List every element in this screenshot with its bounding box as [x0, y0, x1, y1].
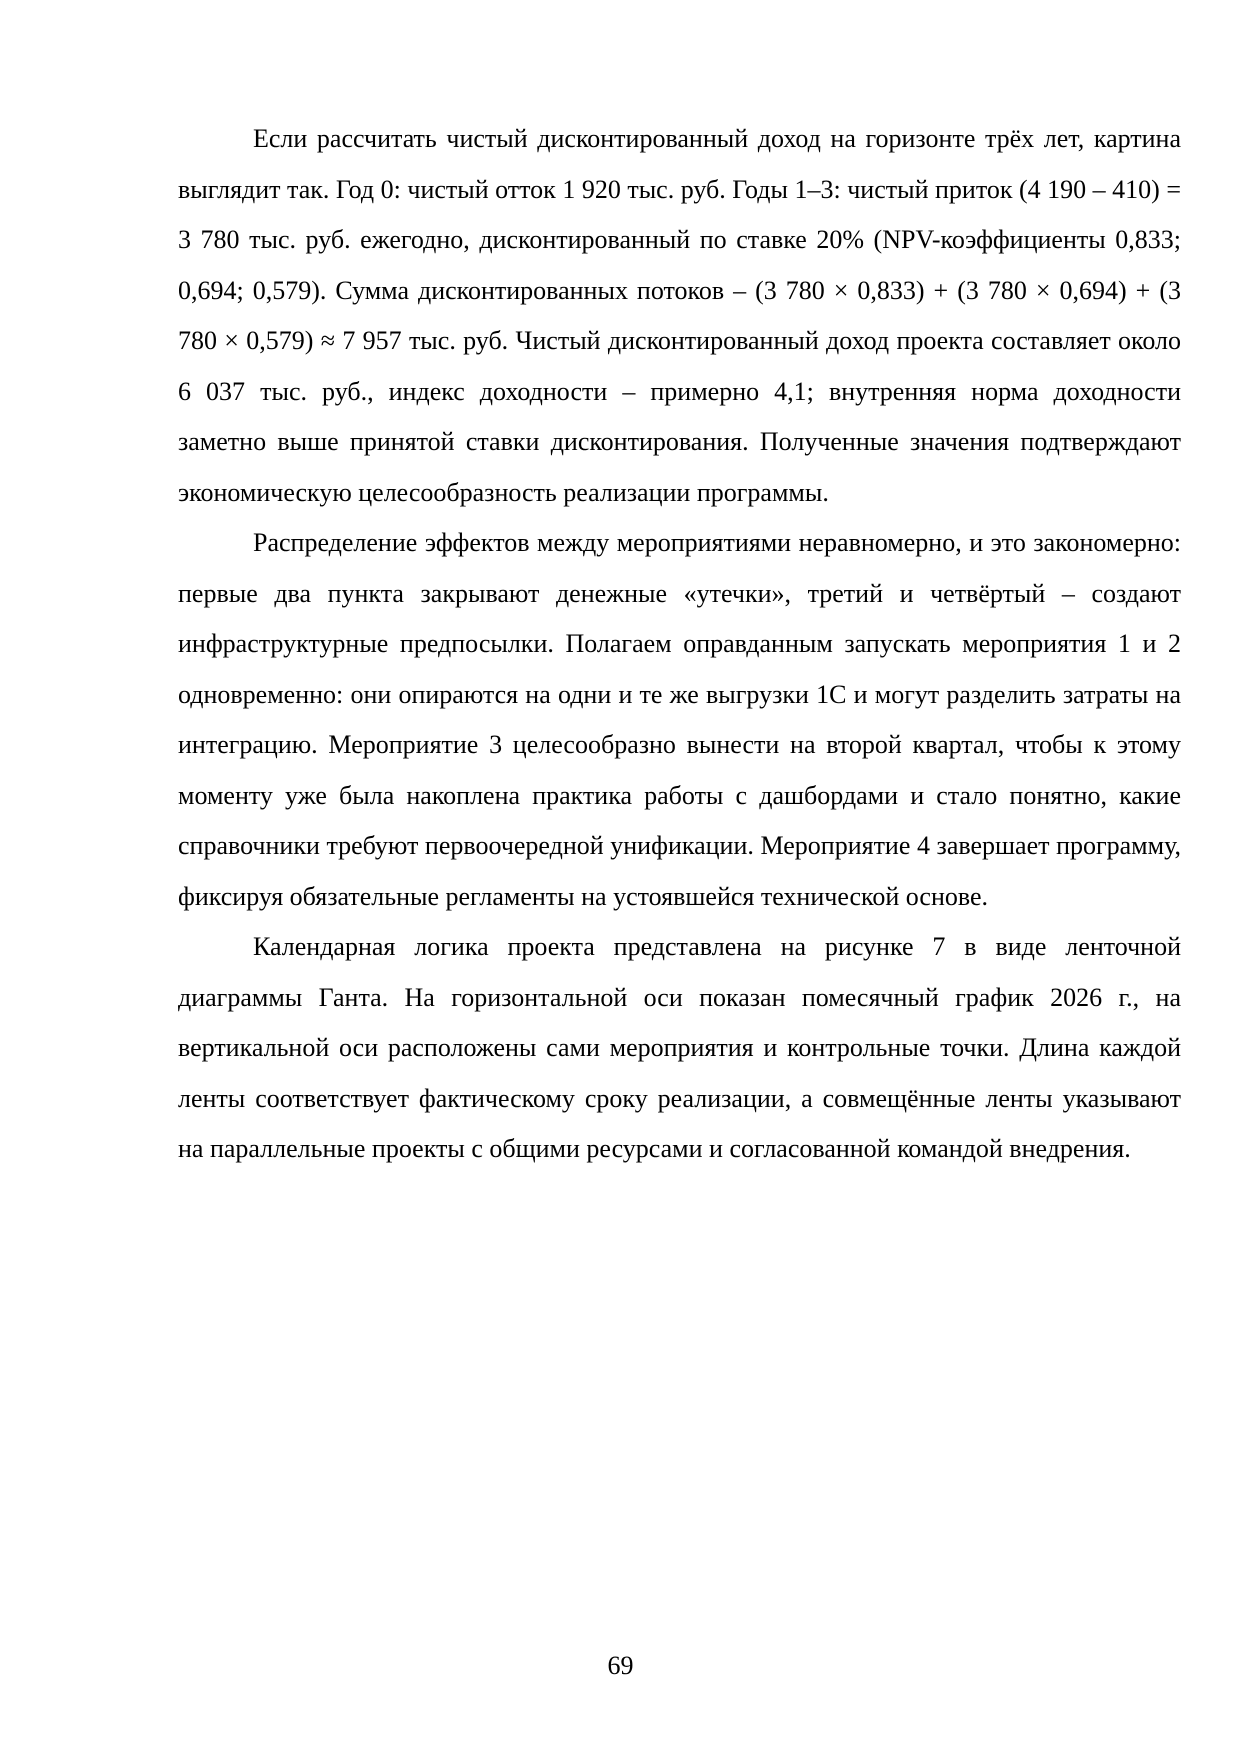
text-body	[178, 114, 1181, 1175]
paragraph-gantt-logic: Календарная логика проекта представлена на рисунке 7 в виде ленточной диаграммы Ганта. На горизонтальной оси показан помесячный график 2026 г., на вертикальной оси расположены сами мероприятия и контрольные точки. Длина каждой ленты соответствует фактическому сроку реализации, а совмещённые ленты указывают на параллельные проекты с общими ресурсами и согласованной командой внедрения.	[178, 932, 1181, 1163]
paragraph-npv-calculation: Если рассчитать чистый дисконтированный доход на горизонте трёх лет, картина выглядит так. Год 0: чистый отток 1 920 тыс. руб. Годы 1–3: чистый приток (4 190 – 410) = 3 780 тыс. руб. ежегодно, дисконтированный по ставке 20% (NPV-коэффициенты 0,833; 0,694; 0,579). Сумма дисконтированных потоков – (3 780 × 0,833) + (3 780 × 0,694) + (3 780 × 0,579) ≈ 7 957 тыс. руб. Чистый дисконтированный доход проекта составляет около 6 037 тыс. руб., индекс доходности – примерно 4,1; внутренняя норма доходности заметно выше принятой ставки дисконтирования. Полученные значения подтверждают экономическую целесообразность реализации программы.	[178, 124, 1181, 507]
page-number: 69	[607, 1651, 634, 1680]
paragraph-effects-distribution: Распределение эффектов между мероприятиями неравномерно, и это закономерно: первые два пункта закрывают денежные «утечки», третий и четвёртый – создают инфраструктурные предпосылки. Полагаем оправданным запускать мероприятия 1 и 2 одновременно: они опираются на одни и те же выгрузки 1С и могут разделить затраты на интеграцию. Мероприятие 3 целесообразно вынести на второй квартал, чтобы к этому моменту уже была накоплена практика работы с дашбордами и стало понятно, какие справочники требуют первоочередной унификации. Мероприятие 4 завершает программу, фиксируя обязательные регламенты на устоявшейся технической основе.	[178, 528, 1181, 911]
